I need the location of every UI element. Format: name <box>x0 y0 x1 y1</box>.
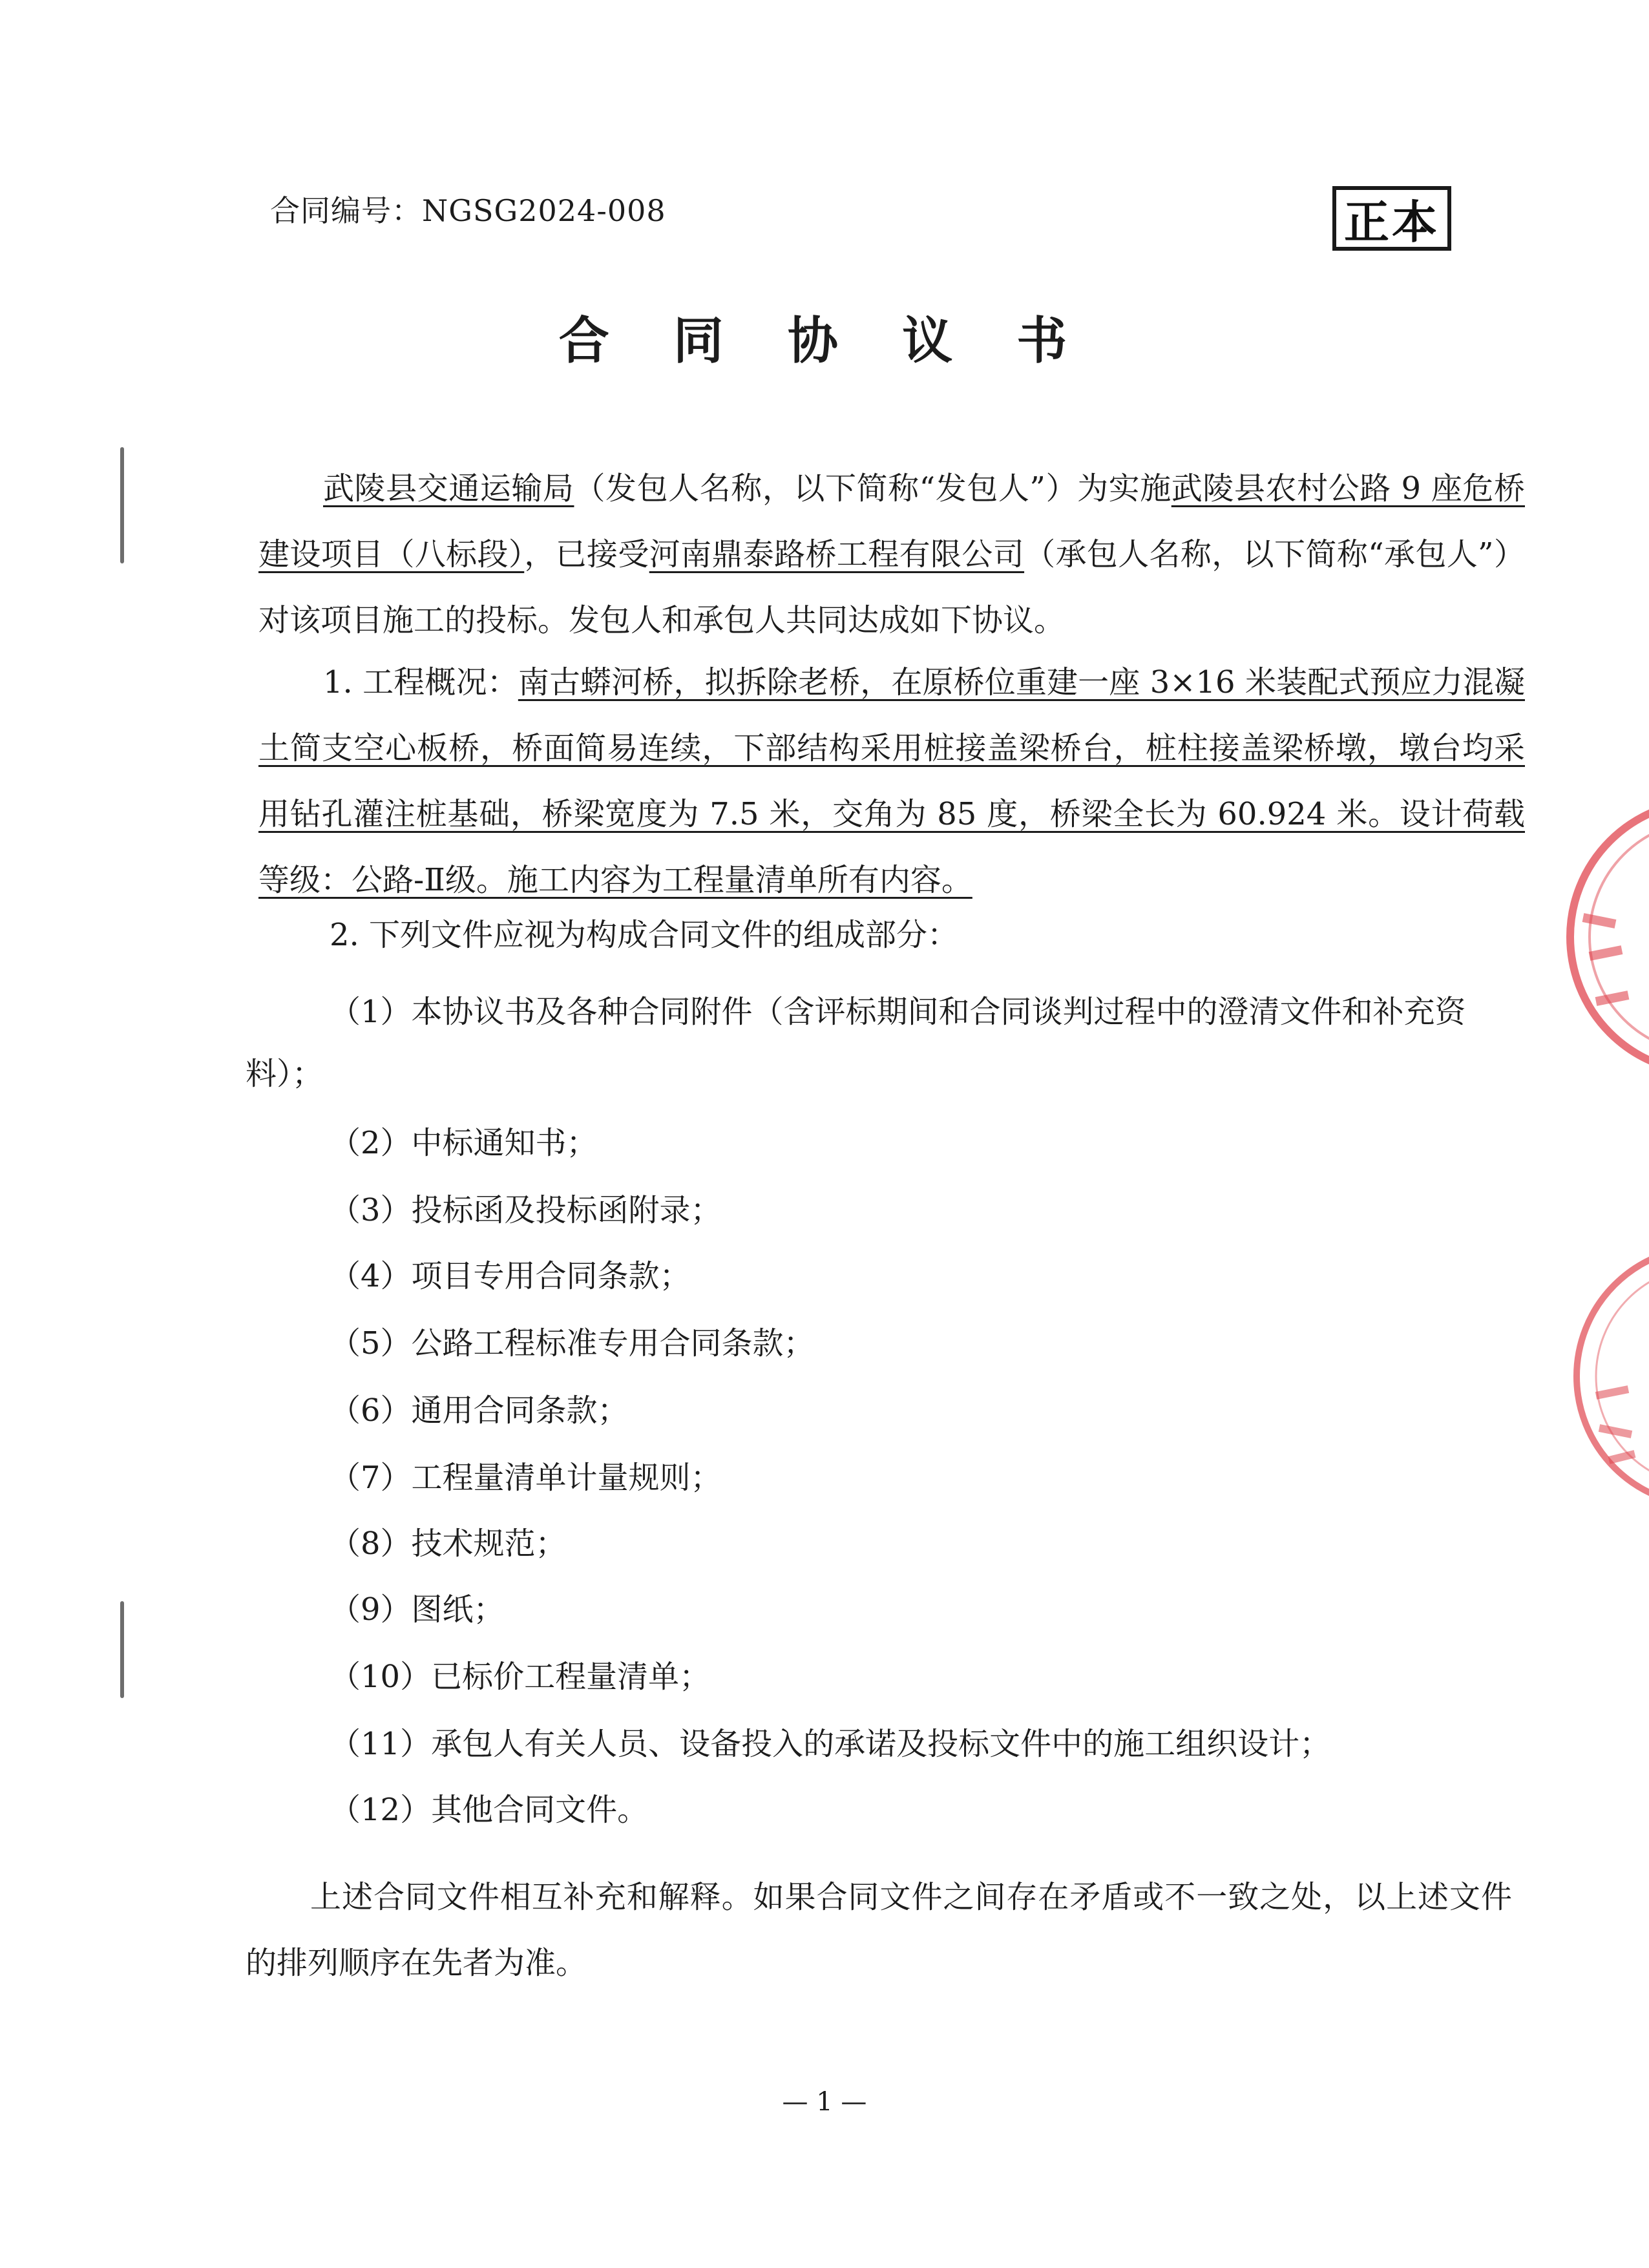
list-item: （1）本协议书及各种合同附件（含评标期间和合同谈判过程中的澄清文件和补充资料）； <box>246 994 1466 1092</box>
section-1-label: 1. 工程概况： <box>323 664 518 700</box>
employer-note: （发包人名称，以下简称“发包人”）为实施 <box>574 470 1171 507</box>
page-number: — 1 — <box>782 2087 867 2117</box>
list-item: （8）技术规范； <box>330 1526 567 1562</box>
employer-name: 武陵县交通运输局 <box>323 470 574 507</box>
staple-mark-top <box>120 447 124 563</box>
accepted-text: ，已接受 <box>524 536 649 572</box>
list-item: （9）图纸； <box>330 1591 505 1628</box>
contract-number: 合同编号：NGSG2024-008 <box>270 193 666 228</box>
list-item: （12）其他合同文件。 <box>330 1792 649 1828</box>
list-item: （10）已标价工程量清单； <box>330 1659 711 1695</box>
original-copy-badge: 正本 <box>1332 186 1451 251</box>
section-1-content: 南古蟒河桥，拟拆除老桥，在原桥位重建一座 3×16 米装配式预应力混凝土简支空心板桥，桥面简易连续，下部结构采用桩接盖梁桥台，桩柱接盖梁桥墩，墩台均采用钻孔灌注桩基础，桥梁宽度为 7.5 米，交角为 85 度，桥梁全长为 60.924 米。设计荷载等级：公路-Ⅱ级。施工内容为工程量清单所有内容。 <box>258 664 1525 898</box>
intro-paragraph <box>258 456 1525 653</box>
list-item: （6）通用合同条款； <box>330 1392 629 1429</box>
list-item: （3）投标函及投标函附录； <box>330 1192 722 1228</box>
list-item: （7）工程量清单计量规则； <box>330 1460 722 1496</box>
staple-mark-bottom <box>120 1601 124 1698</box>
contractor-note: （承包人名称，以下简称“承包人”）对该项目施工的投标。发包人和承包人共同达成如下协议。 <box>258 536 1525 638</box>
section-1-overview <box>258 649 1525 913</box>
list-item: （5）公路工程标准专用合同条款； <box>330 1325 815 1361</box>
contractor-name: 河南鼎泰路桥工程有限公司 <box>649 536 1025 572</box>
section-2-heading: 2. 下列文件应视为构成合同文件的组成部分： <box>330 917 959 953</box>
closing-paragraph: 上述合同文件相互补充和解释。如果合同文件之间存在矛盾或不一致之处，以上述文件的排列顺序在先者为准。 <box>246 1879 1512 1981</box>
list-item: （4）项目专用合同条款； <box>330 1258 691 1294</box>
document-title: 合 同 协 议 书 <box>558 312 1091 370</box>
project-name: 武陵县农村公路 9 座危桥建设项目（八标段） <box>258 470 1525 572</box>
seal-stamp-top <box>1544 788 1649 1086</box>
seal-stamp-bottom <box>1551 1241 1649 1512</box>
list-item: （11）承包人有关人员、设备投入的承诺及投标文件中的施工组织设计； <box>330 1726 1331 1762</box>
list-item: （2）中标通知书； <box>330 1125 598 1161</box>
